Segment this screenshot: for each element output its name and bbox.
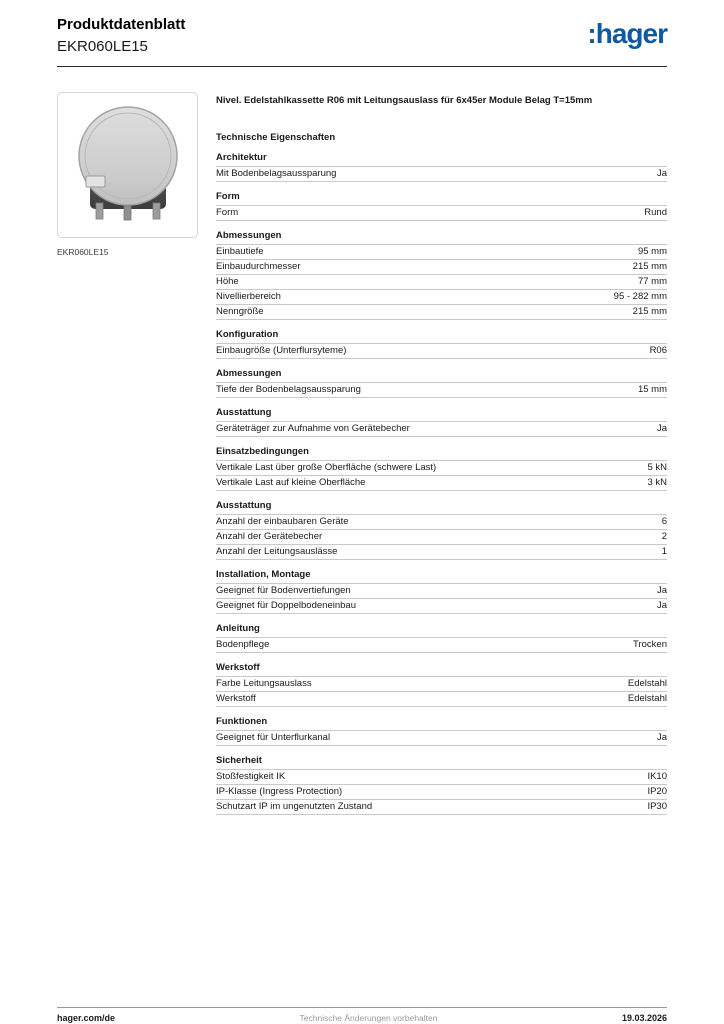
- spec-section: [216, 192, 667, 221]
- spec-sections: [216, 153, 667, 815]
- cable-outlet-notch: [86, 176, 105, 187]
- spec-label: Anzahl der Leitungsauslässe: [216, 545, 338, 557]
- spec-value: Ja: [656, 599, 667, 611]
- spec-section-heading: Werkstoff: [216, 663, 667, 677]
- spec-section: [216, 501, 667, 560]
- spec-value: 95 mm: [637, 245, 667, 257]
- spec-row: [216, 260, 667, 275]
- spec-value: IK10: [647, 770, 667, 782]
- spec-section: [216, 663, 667, 707]
- hager-logo: :hager: [587, 18, 667, 49]
- spec-value: Edelstahl: [627, 692, 667, 704]
- spec-label: Bodenpflege: [216, 638, 270, 650]
- spec-column: [216, 92, 667, 815]
- footer-date: 19.03.2026: [621, 1013, 667, 1023]
- spec-row: [216, 692, 667, 707]
- spec-value: Edelstahl: [627, 677, 667, 689]
- spec-label: Höhe: [216, 275, 239, 287]
- spec-row: [216, 275, 667, 290]
- spec-row: [216, 344, 667, 359]
- spec-label: Geeignet für Bodenvertiefungen: [216, 584, 351, 596]
- spec-label: Anzahl der einbaubaren Geräte: [216, 515, 349, 527]
- spec-section-heading: Anleitung: [216, 624, 667, 638]
- spec-label: Schutzart IP im ungenutzten Zustand: [216, 800, 373, 812]
- spec-row: [216, 599, 667, 614]
- spec-row: [216, 461, 667, 476]
- spec-value: Rund: [644, 206, 667, 218]
- spec-row: [216, 290, 667, 305]
- spec-label: Anzahl der Gerätebecher: [216, 530, 323, 542]
- document-type-title: Produktdatenblatt: [57, 16, 186, 33]
- spec-value: 77 mm: [637, 275, 667, 287]
- spec-section: [216, 330, 667, 359]
- page-footer: [57, 1013, 667, 1023]
- spec-row: [216, 515, 667, 530]
- spec-value: Ja: [656, 731, 667, 743]
- spec-label: Geräteträger zur Aufnahme von Gerätebecher: [216, 422, 410, 434]
- spec-label: Form: [216, 206, 239, 218]
- footer-disclaimer: Technische Änderungen vorbehalten: [299, 1013, 438, 1023]
- spec-value: Ja: [656, 422, 667, 434]
- spec-section: [216, 408, 667, 437]
- spec-section: [216, 231, 667, 320]
- spec-section: [216, 624, 667, 653]
- spec-section-heading: Konfiguration: [216, 330, 667, 344]
- spec-value: Trocken: [633, 638, 667, 650]
- spec-value: 15 mm: [637, 383, 667, 395]
- spec-label: Geeignet für Doppelbodeneinbau: [216, 599, 356, 611]
- spec-row: [216, 206, 667, 221]
- cassette-leg-right: [153, 203, 160, 219]
- spec-value: Ja: [656, 167, 667, 179]
- spec-row: [216, 167, 667, 182]
- spec-label: Tiefe der Bodenbelagsaussparung: [216, 383, 361, 395]
- spec-label: Einbautiefe: [216, 245, 264, 257]
- cassette-lid: [79, 107, 177, 205]
- image-column: [57, 92, 216, 257]
- spec-row: [216, 770, 667, 785]
- spec-section-heading: Funktionen: [216, 717, 667, 731]
- spec-section: [216, 369, 667, 398]
- spec-label: Einbaugröße (Unterflursyteme): [216, 344, 347, 356]
- spec-section-heading: Abmessungen: [216, 231, 667, 245]
- spec-row: [216, 530, 667, 545]
- spec-section: [216, 153, 667, 182]
- spec-label: Nivellierbereich: [216, 290, 281, 302]
- spec-row: [216, 476, 667, 491]
- spec-row: [216, 800, 667, 815]
- spec-row: [216, 785, 667, 800]
- spec-label: Vertikale Last auf kleine Oberfläche: [216, 476, 366, 488]
- spec-section-heading: Ausstattung: [216, 408, 667, 422]
- spec-label: Vertikale Last über große Oberfläche (schwere Last): [216, 461, 437, 473]
- spec-label: Farbe Leitungsauslass: [216, 677, 312, 689]
- spec-value: 6: [661, 515, 667, 527]
- spec-section-heading: Abmessungen: [216, 369, 667, 383]
- spec-value: 95 - 282 mm: [613, 290, 667, 302]
- spec-row: [216, 422, 667, 437]
- spec-value: 1: [661, 545, 667, 557]
- spec-section-heading: Architektur: [216, 153, 667, 167]
- spec-row: [216, 305, 667, 320]
- footer-website: hager.com/de: [57, 1013, 116, 1023]
- cassette-leg-middle: [124, 206, 131, 220]
- spec-value: 215 mm: [632, 260, 667, 272]
- spec-label: Werkstoff: [216, 692, 256, 704]
- spec-label: Geeignet für Unterflurkanal: [216, 731, 331, 743]
- spec-label: Mit Bodenbelagsaussparung: [216, 167, 337, 179]
- spec-value: Ja: [656, 584, 667, 596]
- spec-section: [216, 717, 667, 746]
- spec-section-heading: Installation, Montage: [216, 570, 667, 584]
- spec-section: [216, 756, 667, 815]
- spec-row: [216, 383, 667, 398]
- spec-row: [216, 584, 667, 599]
- spec-value: IP20: [647, 785, 667, 797]
- spec-row: [216, 545, 667, 560]
- technical-properties-heading: Technische Eigenschaften: [216, 131, 336, 143]
- spec-row: [216, 638, 667, 653]
- spec-row: [216, 245, 667, 260]
- spec-value: 2: [661, 530, 667, 542]
- spec-row: [216, 731, 667, 746]
- spec-label: IP-Klasse (Ingress Protection): [216, 785, 343, 797]
- spec-value: IP30: [647, 800, 667, 812]
- footer-divider: [57, 1007, 667, 1008]
- product-image-caption: EKR060LE15: [57, 247, 109, 257]
- spec-section: [216, 447, 667, 491]
- product-image-frame: [57, 92, 198, 238]
- spec-section-heading: Einsatzbedingungen: [216, 447, 667, 461]
- spec-value: 5 kN: [647, 461, 667, 473]
- spec-row: [216, 677, 667, 692]
- spec-section: [216, 570, 667, 614]
- spec-section-heading: Ausstattung: [216, 501, 667, 515]
- spec-section-heading: Form: [216, 192, 667, 206]
- spec-section-heading: Sicherheit: [216, 756, 667, 770]
- spec-label: Einbaudurchmesser: [216, 260, 301, 272]
- spec-value: 215 mm: [632, 305, 667, 317]
- product-image: [67, 103, 189, 227]
- page-header: [57, 16, 667, 57]
- spec-label: Nenngröße: [216, 305, 264, 317]
- spec-value: R06: [649, 344, 667, 356]
- spec-value: 3 kN: [647, 476, 667, 488]
- header-divider: [57, 66, 667, 67]
- product-title: Nivel. Edelstahlkassette R06 mit Leitungsauslass für 6x45er Module Belag T=15mm: [216, 95, 593, 106]
- spec-label: Stoßfestigkeit IK: [216, 770, 286, 782]
- product-reference: EKR060LE15: [57, 37, 148, 55]
- content-area: [57, 92, 667, 815]
- cassette-leg-left: [96, 203, 103, 219]
